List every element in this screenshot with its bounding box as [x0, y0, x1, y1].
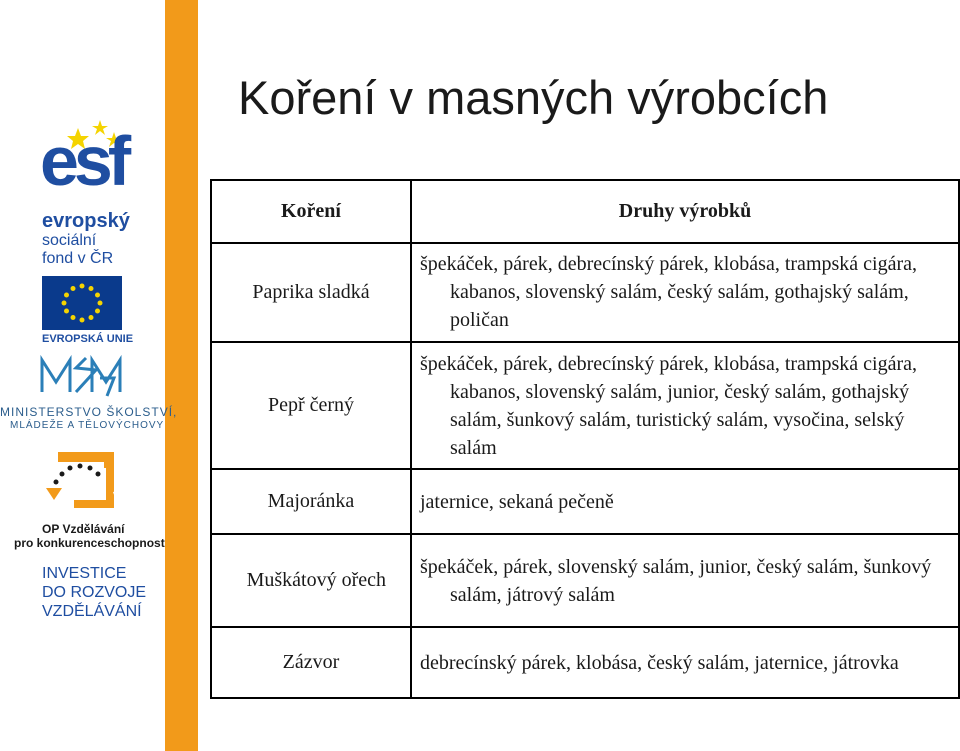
products-cell: špekáček, párek, debrecínský párek, klobása, trampská cigára, kabanos, slovenský salám, junior, český salám, gothajský salám, šunkový salám, turistický salám, vysočina, selský salám [411, 342, 959, 469]
table-row [211, 469, 959, 534]
op-line2: pro konkurenceschopnost [14, 536, 165, 550]
table-row [211, 342, 959, 469]
investice-line3: VZDĚLÁVÁNÍ [42, 603, 142, 620]
products-cell: debrecínský párek, klobása, český salám, jaternice, játrovka [411, 627, 959, 698]
esf-wordmark: esf [40, 122, 127, 200]
spice-cell: Pepř černý [211, 342, 411, 469]
investice-line2: DO ROZVOJE [42, 584, 147, 601]
esf-line2: sociální [42, 232, 97, 249]
spice-cell: Zázvor [211, 627, 411, 698]
op-year-text: 2007-13 [110, 489, 130, 520]
table-row [211, 627, 959, 698]
products-cell: jaternice, sekaná pečeně [411, 469, 959, 534]
eu-flag-icon [42, 276, 122, 330]
spice-products-table [210, 179, 960, 699]
msmt-line1: MINISTERSTVO ŠKOLSTVÍ, [0, 405, 178, 419]
header-spice: Koření [211, 180, 411, 243]
table-row [211, 243, 959, 342]
orange-accent-bar [165, 0, 198, 751]
spice-cell: Muškátový ořech [211, 534, 411, 627]
products-cell: špekáček, párek, slovenský salám, junior, český salám, šunkový salám, játrový salám [411, 534, 959, 627]
esf-line3: fond v ČR [42, 250, 114, 267]
header-products: Druhy výrobků [411, 180, 959, 243]
op-vzdelavani-logo-icon [44, 448, 134, 520]
spice-cell: Paprika sladká [211, 243, 411, 342]
eu-label: EVROPSKÁ UNIE [42, 333, 134, 345]
table-header-row [211, 180, 959, 243]
investice-line1: INVESTICE [42, 565, 127, 582]
slide-title: Koření v masných výrobcích [238, 71, 829, 124]
msmt-line2: MLÁDEŽE A TĚLOVÝCHOVY [10, 420, 165, 431]
spice-cell: Majoránka [211, 469, 411, 534]
msmt-logo-icon [36, 348, 126, 404]
esf-line1: evropský [42, 210, 130, 232]
products-cell: špekáček, párek, debrecínský párek, klobása, trampská cigára, kabanos, slovenský salám, český salám, gothajský salám, poličan [411, 243, 959, 342]
op-line1: OP Vzdělávání [42, 522, 125, 536]
table-row [211, 534, 959, 627]
